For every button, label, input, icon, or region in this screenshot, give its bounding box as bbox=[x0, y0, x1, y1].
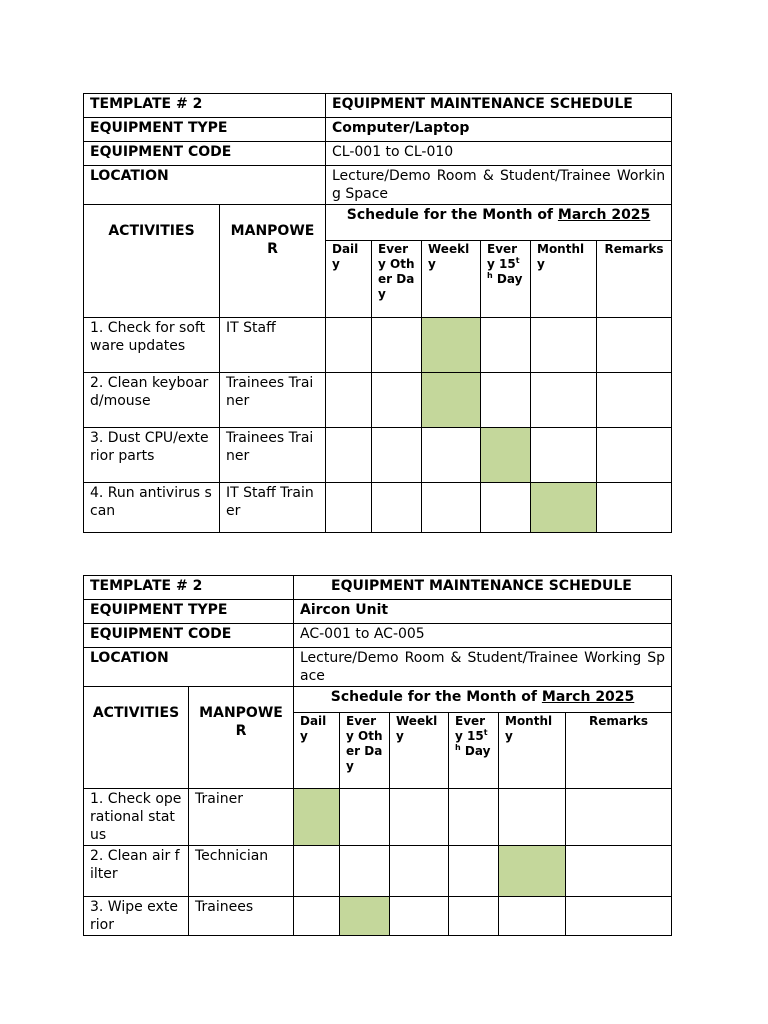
schedule-cell-marked bbox=[531, 483, 597, 533]
month-prefix: Schedule for the Month of bbox=[346, 207, 554, 223]
equipment-type-label: EQUIPMENT TYPE bbox=[84, 118, 326, 142]
month-prefix: Schedule for the Month of bbox=[330, 689, 538, 705]
table-row bbox=[84, 897, 672, 936]
schedule-cell bbox=[390, 846, 449, 897]
manpower-cell: Trainees Trainer bbox=[220, 428, 326, 483]
schedule-cell bbox=[422, 428, 481, 483]
manpower-cell: IT Staff bbox=[220, 318, 326, 373]
col-every-other-day: Every Other Day bbox=[340, 713, 390, 789]
schedule-cell bbox=[531, 318, 597, 373]
schedule-cell bbox=[481, 483, 531, 533]
schedule-cell bbox=[531, 428, 597, 483]
schedule-cell bbox=[372, 428, 422, 483]
schedule-cell bbox=[449, 897, 499, 936]
schedule-cell bbox=[326, 318, 372, 373]
table-row bbox=[84, 789, 672, 846]
col-weekly: Weekly bbox=[422, 241, 481, 318]
manpower-cell: Technician bbox=[189, 846, 294, 897]
remarks-cell bbox=[566, 789, 672, 846]
schedule-cell-marked bbox=[499, 846, 566, 897]
schedule-cell bbox=[390, 789, 449, 846]
manpower-cell: Trainees Trainer bbox=[220, 373, 326, 428]
table-row bbox=[84, 483, 672, 533]
table-row bbox=[84, 373, 672, 428]
template-label: TEMPLATE # 2 bbox=[84, 94, 326, 118]
schedule-cell bbox=[326, 483, 372, 533]
schedule-cell bbox=[372, 483, 422, 533]
col-remarks: Remarks bbox=[566, 713, 672, 789]
table-row bbox=[84, 428, 672, 483]
schedule-cell bbox=[422, 483, 481, 533]
activity-cell: 3. Dust CPU/exterior parts bbox=[84, 428, 220, 483]
equipment-code-value: AC-001 to AC-005 bbox=[294, 624, 672, 648]
schedule-cell bbox=[326, 428, 372, 483]
remarks-cell bbox=[597, 318, 672, 373]
month-header bbox=[294, 687, 672, 713]
location-label: LOCATION bbox=[84, 166, 326, 205]
remarks-cell bbox=[597, 373, 672, 428]
schedule-cell bbox=[499, 789, 566, 846]
equipment-code-label: EQUIPMENT CODE bbox=[84, 624, 294, 648]
schedule-cell bbox=[481, 318, 531, 373]
schedule-cell bbox=[499, 897, 566, 936]
activities-header: ACTIVITIES bbox=[84, 687, 189, 789]
schedule-cell bbox=[326, 373, 372, 428]
remarks-cell bbox=[566, 846, 672, 897]
schedule-cell bbox=[481, 373, 531, 428]
activity-cell: 2. Clean keyboard/mouse bbox=[84, 373, 220, 428]
manpower-cell: Trainer bbox=[189, 789, 294, 846]
schedule-cell bbox=[294, 846, 340, 897]
schedule-cell bbox=[372, 373, 422, 428]
equipment-code-label: EQUIPMENT CODE bbox=[84, 142, 326, 166]
col-monthly: Monthly bbox=[531, 241, 597, 318]
activity-cell: 1. Check for software updates bbox=[84, 318, 220, 373]
remarks-cell bbox=[566, 897, 672, 936]
equipment-type-value: Computer/Laptop bbox=[326, 118, 672, 142]
location-value: Lecture/Demo Room & Student/Trainee Working Space bbox=[294, 648, 672, 687]
manpower-cell: IT Staff Trainer bbox=[220, 483, 326, 533]
manpower-header: MANPOWER bbox=[189, 687, 294, 789]
col-every-15th-day: Every 15th Day bbox=[449, 713, 499, 789]
schedule-cell bbox=[449, 789, 499, 846]
schedule-cell bbox=[449, 846, 499, 897]
schedule-cell bbox=[340, 846, 390, 897]
col-daily: Daily bbox=[294, 713, 340, 789]
schedule-cell bbox=[340, 789, 390, 846]
location-label: LOCATION bbox=[84, 648, 294, 687]
maintenance-schedule-table-computer bbox=[83, 93, 672, 533]
col-every-15th-day: Every 15th Day bbox=[481, 241, 531, 318]
schedule-cell bbox=[294, 897, 340, 936]
table-row bbox=[84, 318, 672, 373]
schedule-title: EQUIPMENT MAINTENANCE SCHEDULE bbox=[326, 94, 672, 118]
location-value: Lecture/Demo Room & Student/Trainee Working Space bbox=[326, 166, 672, 205]
activity-cell: 3. Wipe exterior bbox=[84, 897, 189, 936]
equipment-type-label: EQUIPMENT TYPE bbox=[84, 600, 294, 624]
col-every-other-day: Every Other Day bbox=[372, 241, 422, 318]
month-value: March 2025 bbox=[541, 689, 635, 705]
col-weekly: Weekly bbox=[390, 713, 449, 789]
schedule-title: EQUIPMENT MAINTENANCE SCHEDULE bbox=[294, 576, 672, 600]
schedule-cell bbox=[372, 318, 422, 373]
remarks-cell bbox=[597, 428, 672, 483]
equipment-type-value: Aircon Unit bbox=[294, 600, 672, 624]
schedule-cell-marked bbox=[422, 373, 481, 428]
month-header bbox=[326, 205, 672, 241]
activity-cell: 2. Clean air filter bbox=[84, 846, 189, 897]
remarks-cell bbox=[597, 483, 672, 533]
col-monthly: Monthly bbox=[499, 713, 566, 789]
manpower-header: MANPOWER bbox=[220, 205, 326, 318]
activity-cell: 4. Run antivirus scan bbox=[84, 483, 220, 533]
schedule-cell bbox=[531, 373, 597, 428]
equipment-code-value: CL-001 to CL-010 bbox=[326, 142, 672, 166]
activity-cell: 1. Check operational status bbox=[84, 789, 189, 846]
month-value: March 2025 bbox=[557, 207, 651, 223]
schedule-cell-marked bbox=[340, 897, 390, 936]
template-label: TEMPLATE # 2 bbox=[84, 576, 294, 600]
activities-header: ACTIVITIES bbox=[84, 205, 220, 318]
maintenance-schedule-table-aircon bbox=[83, 575, 672, 936]
col-daily: Daily bbox=[326, 241, 372, 318]
manpower-cell: Trainees bbox=[189, 897, 294, 936]
schedule-cell bbox=[390, 897, 449, 936]
schedule-cell-marked bbox=[422, 318, 481, 373]
schedule-cell-marked bbox=[294, 789, 340, 846]
schedule-cell-marked bbox=[481, 428, 531, 483]
col-remarks: Remarks bbox=[597, 241, 672, 318]
table-row bbox=[84, 846, 672, 897]
